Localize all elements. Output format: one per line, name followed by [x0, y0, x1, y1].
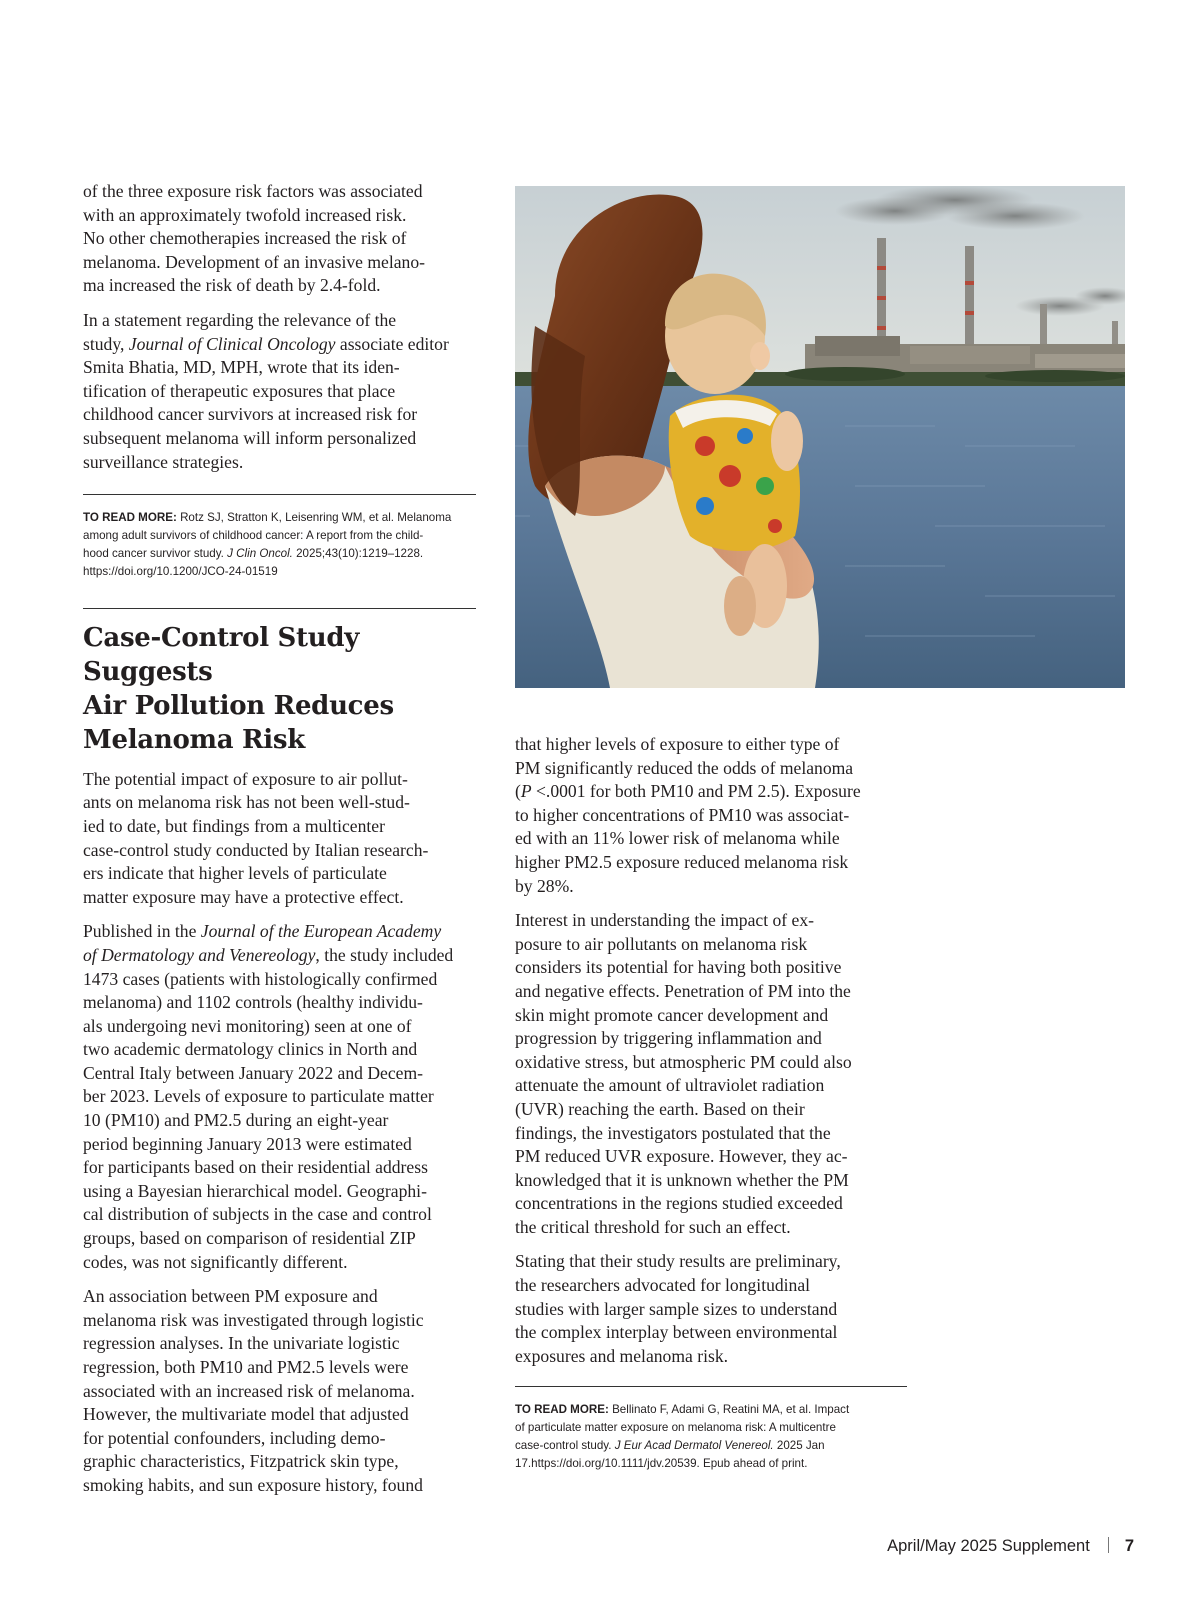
body-paragraph: that higher levels of exposure to either type of PM significantly reduced the odds of melanoma (P <.0001 for both PM10 and PM 2.5). Exposure to higher concentrations of PM10 was associat- ed with an 11% lower risk of melanoma while higher PM2.5 exposure reduced melanoma risk by 28%.: [515, 734, 861, 896]
page-footer: [887, 1537, 1134, 1556]
reference-citation: TO READ MORE: Bellinato F, Adami G, Reatini MA, et al. Impact of particulate matter exposure on melanoma risk: A multicentre case-control study. J Eur Acad Dermatol Venereol. 2025 Jan 17.https://doi.org/10.1111/jdv.20539. Epub ahead of print.: [515, 1403, 850, 1471]
reference-lead: TO READ MORE:: [515, 1403, 609, 1417]
issue-label: April/May 2025 Supplement: [887, 1537, 1090, 1555]
photo-illustration: [515, 186, 1125, 688]
body-paragraph: The potential impact of exposure to air pollut- ants on melanoma risk has not been well-stud- ied to date, but findings from a multicenter case-control study conducted by Italian research- ers indicate that higher levels of particulate matter exposure may have a protective effect.: [83, 768, 429, 907]
journal-title: of Dermatology and Venereology: [83, 944, 316, 965]
section-divider: [515, 1386, 907, 1387]
body-paragraph: of the three exposure risk factors was associated with an approximately twofold increased risk. No other chemotherapies increased the risk of melanoma. Development of an invasive melano- ma increased the risk of death by 2.4-fold.: [83, 181, 425, 296]
article-headline: Case-Control Study Suggests Air Pollution Reduces Melanoma Risk: [83, 622, 394, 755]
body-paragraph: Stating that their study results are preliminary, the researchers advocated for longitudinal studies with larger sample sizes to understand the complex interplay between environmental exposures and melanoma risk.: [515, 1251, 841, 1366]
article-divider: [83, 608, 476, 609]
body-paragraph: Interest in understanding the impact of ex- posure to air pollutants on melanoma risk considers its potential for having both positive and negative effects. Penetration of PM into the skin might promote cancer development and progression by triggering inflammation and oxidative stress, but atmospheric PM could also attenuate the amount of ultraviolet radiation (UVR) reaching the earth. Based on their findings, the investigators postulated that the PM reduced UVR exposure. However, they ac- knowledged that it is unknown whether the PM concentrations in the regions studied exceeded the critical threshold for such an effect.: [515, 910, 852, 1237]
journal-title: Journal of Clinical Oncology: [128, 333, 336, 354]
article-photo: [515, 186, 1125, 688]
body-paragraph: An association between PM exposure and melanoma risk was investigated through logistic regression analyses. In the univariate logistic regression, both PM10 and PM2.5 levels were associated with an increased risk of melanoma. However, the multivariate model that adjusted for potential confounders, including demo- graphic characteristics, Fitzpatrick skin type, smoking habits, and sun exposure history, found: [83, 1286, 424, 1495]
body-paragraph: Published in the Journal of the European Academy of Dermatology and Venereology, the study included 1473 cases (patients with histologically confirmed melanoma) and 1102 controls (healthy individu- als undergoing nevi monitoring) seen at one of two academic dermatology clinics in North and Central Italy between January 2022 and Decem- ber 2023. Levels of exposure to particulate matter 10 (PM10) and PM2.5 during an eight-year period beginning January 2013 were estimated for participants based on their residential address using a Bayesian hierarchical model. Geographi- cal distribution of subjects in the case and control groups, based on comparison of residential ZIP codes, was not significantly different.: [83, 921, 454, 1272]
doi-link[interactable]: 17.https://doi.org/10.1111/jdv.20539. Epub ahead of print.: [515, 1457, 808, 1471]
section-divider: [83, 494, 476, 495]
journal-title: Journal of the European Academy: [200, 921, 442, 942]
body-paragraph: In a statement regarding the relevance of the study, Journal of Clinical Oncology associate editor Smita Bhatia, MD, MPH, wrote that its iden- tification of therapeutic exposures that place childhood cancer survivors at increased risk for subsequent melanoma will inform personalized surveillance strategies.: [83, 309, 449, 472]
reference-lead: TO READ MORE:: [83, 511, 177, 525]
doi-link[interactable]: https://doi.org/10.1200/JCO-24-01519: [83, 564, 278, 578]
reference-citation: TO READ MORE: Rotz SJ, Stratton K, Leisenring WM, et al. Melanoma among adult survivors of childhood cancer: A report from the child- hood cancer survivor study. J Clin Oncol. 2025;43(10):1219–1228. https://doi.org/10.1200/JCO-24-01519: [83, 511, 452, 578]
right-column: [515, 733, 907, 1473]
footer-separator: [1108, 1537, 1109, 1553]
left-column: [83, 180, 476, 1509]
page-number: 7: [1124, 1537, 1134, 1555]
